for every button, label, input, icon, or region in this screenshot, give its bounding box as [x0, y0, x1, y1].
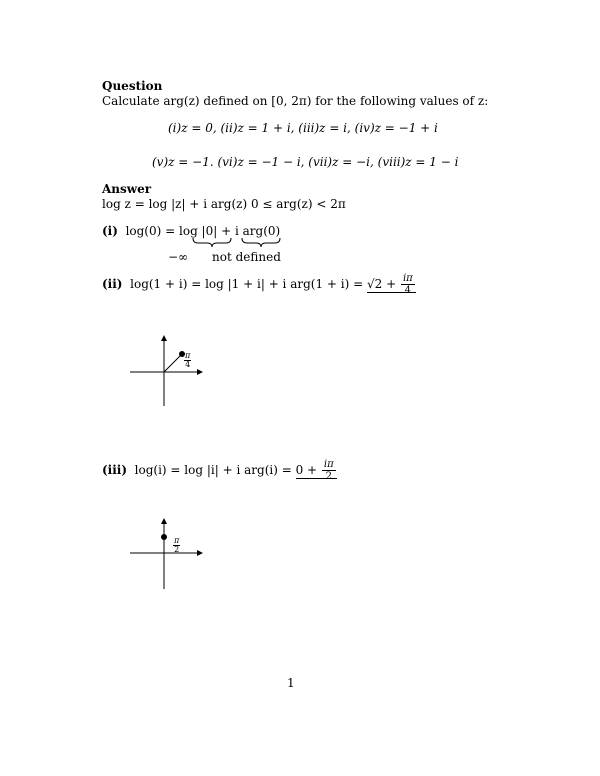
argand-diagram-iii: [125, 515, 210, 595]
question-values-line-1: (i)z = 0, (ii)z = 1 + i, (iii)z = i, (iv)z = −1 + i: [168, 121, 438, 135]
underbrace-1: [192, 238, 232, 248]
vector-line: [164, 354, 182, 372]
underbrace-2: [241, 238, 281, 248]
part-i-under-not-defined: not defined: [212, 250, 281, 264]
question-prompt: Calculate arg(z) defined on [0, 2π) for the following values of z:: [102, 94, 489, 108]
part-iii-label: (iii): [102, 463, 128, 477]
part-iii-line: [102, 459, 337, 482]
page-number: 1: [287, 676, 295, 690]
question-values-line-2: (v)z = −1. (vi)z = −1 − i, (vii)z = −i, (viii)z = 1 − i: [152, 155, 459, 169]
point-marker: [161, 534, 167, 540]
answer-heading: Answer: [102, 182, 152, 196]
angle-label-iii: π 2: [174, 536, 180, 554]
part-i-lhs: log(0) =: [125, 224, 179, 238]
angle-label-ii: π 4: [185, 351, 191, 369]
question-heading: Question: [102, 79, 163, 93]
part-i-line: [102, 224, 280, 238]
part-ii-result: √2 + $\frac{i\pi}{4}$: [367, 277, 416, 293]
part-i-plus: + i: [217, 224, 243, 238]
argand-diagram-ii: [125, 330, 210, 410]
part-i-under-infinity: −∞: [168, 250, 189, 264]
part-ii-line: [102, 273, 416, 296]
part-i-term-arg: arg(0): [242, 224, 281, 238]
part-ii-label: (ii): [102, 277, 123, 291]
part-iii-result: 0 + $\frac{i\pi}{2}$: [296, 463, 337, 479]
part-iii-equation: log(i) = log |i| + i arg(i) =: [134, 463, 296, 477]
part-i-term-log: log |0|: [179, 224, 218, 238]
answer-formula: log z = log |z| + i arg(z) 0 ≤ arg(z) < 2π: [102, 197, 346, 211]
part-i-label: (i): [102, 224, 118, 238]
part-ii-equation: log(1 + i) = log |1 + i| + i arg(1 + i) =: [130, 277, 367, 291]
